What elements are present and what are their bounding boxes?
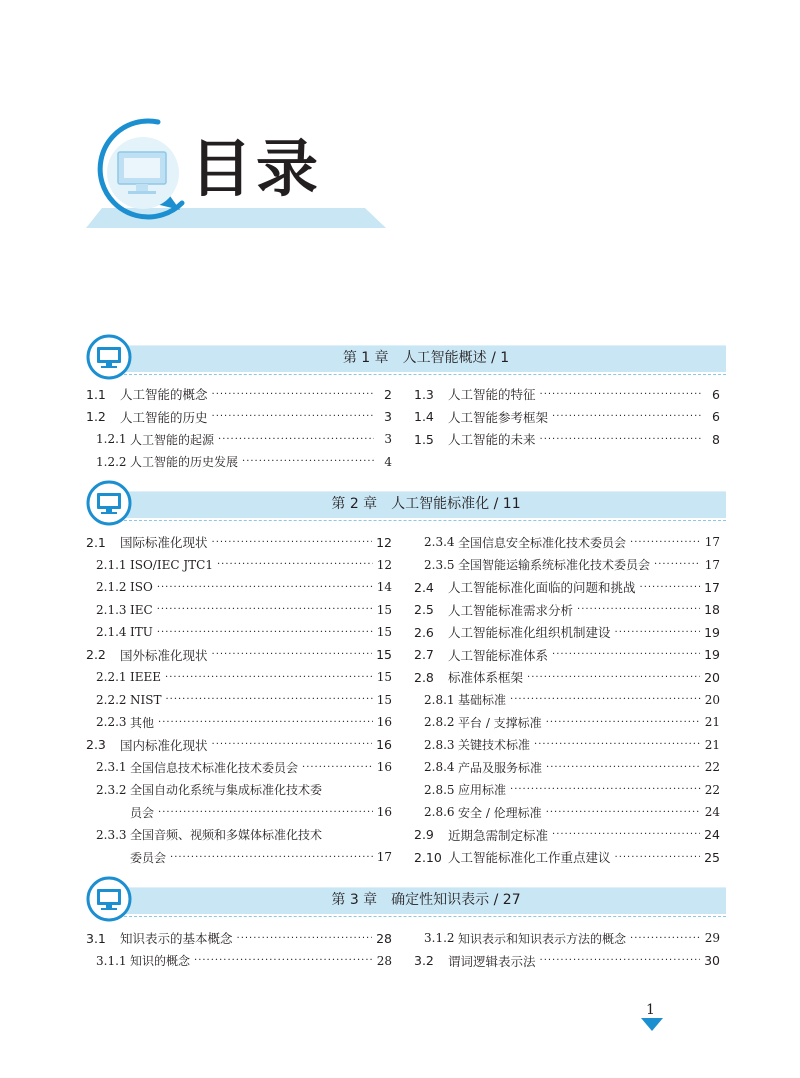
toc-entry-page: 20 [704, 669, 720, 685]
toc-entry-page: 15 [376, 625, 392, 640]
toc-entry-page: 6 [712, 386, 720, 402]
chapter-title: 第 2 章 人工智能标准化 / 11 [331, 496, 521, 512]
toc-entry[interactable] [414, 846, 720, 869]
toc-leader-dots [157, 604, 373, 615]
toc-entry-page: 22 [704, 760, 720, 775]
toc-entry-number: 1.4 [414, 409, 434, 425]
toc-entry-number: 2.1.1 [96, 557, 127, 572]
toc-entry-number: 1.2.1 [96, 432, 127, 447]
toc-entry-title: IEC [130, 602, 153, 617]
page-marker-icon [641, 1018, 663, 1032]
toc-entry-title: ITU [130, 625, 153, 640]
toc-entry-page: 4 [384, 454, 392, 469]
toc-entry[interactable] [414, 779, 720, 802]
toc-entry[interactable] [414, 406, 720, 429]
toc-leader-dots [157, 627, 373, 638]
toc-entry[interactable] [86, 428, 392, 451]
computer-base [128, 191, 156, 194]
toc-entry-number: 2.9 [414, 827, 434, 843]
toc-entry-title: 标准体系框架 [448, 670, 524, 686]
toc-entry-number: 2.8 [414, 669, 434, 685]
toc-leader-dots [630, 933, 701, 944]
toc-entry[interactable] [414, 756, 720, 779]
toc-entry[interactable] [414, 531, 720, 554]
toc-entry-title: 基础标准 [458, 693, 507, 708]
toc-entry-page: 16 [376, 760, 392, 775]
toc-leader-dots [158, 717, 373, 728]
toc-entry[interactable] [414, 576, 720, 599]
toc-leader-dots [552, 829, 700, 840]
page-number: 1 [646, 1002, 655, 1018]
toc-entry-number: 3.1.1 [96, 953, 127, 968]
toc-leader-dots [552, 649, 700, 660]
toc-entry[interactable] [86, 779, 392, 802]
page-title: 目录 [190, 132, 323, 205]
toc-entry-page: 17 [376, 850, 392, 865]
toc-entry-title: 人工智能的起源 [130, 432, 215, 447]
toc-leader-dots [212, 739, 373, 750]
toc-entry-number: 1.2.2 [96, 454, 127, 469]
toc-entry-title: 其他 [130, 715, 155, 730]
toc-entry-page: 2 [384, 386, 392, 402]
toc-leader-dots [212, 649, 373, 660]
toc-entry[interactable] [414, 383, 720, 406]
toc-entry-title: 人工智能的历史 [120, 409, 208, 425]
toc-entry[interactable] [86, 531, 392, 554]
toc-entry-title: ISO [130, 580, 153, 595]
toc-entry-page: 3 [384, 409, 392, 425]
toc-entry[interactable] [86, 824, 392, 847]
toc-entry-title: 关键技术标准 [458, 738, 531, 753]
toc-entry[interactable] [414, 824, 720, 847]
toc-entry-title: 人工智能标准化面临的问题和挑战 [448, 580, 636, 596]
chapter-2-header [86, 480, 726, 526]
toc-entry[interactable] [86, 950, 392, 973]
toc-leader-dots [158, 807, 373, 818]
toc-leader-dots [302, 762, 373, 773]
toc-leader-dots [212, 537, 373, 548]
toc-entry-page: 24 [704, 805, 720, 820]
toc-entry-number: 1.5 [414, 431, 434, 447]
toc-entry[interactable] [86, 927, 392, 950]
toc-entry[interactable] [414, 711, 720, 734]
toc-leader-dots [157, 582, 373, 593]
toc-entry-title: 知识表示的基本概念 [120, 931, 233, 947]
toc-entry[interactable] [86, 689, 392, 712]
toc-entry[interactable] [414, 428, 720, 451]
toc-entry-title: ISO/IEC JTC1 [130, 557, 213, 572]
toc-entry[interactable] [86, 801, 392, 824]
toc-leader-dots [534, 739, 701, 750]
toc-entry-page: 17 [704, 579, 720, 595]
toc-entry-number: 2.8.3 [424, 737, 455, 752]
toc-leader-dots [540, 434, 702, 445]
toc-entry-number: 2.3.5 [424, 557, 455, 572]
toc-entry-page: 21 [704, 737, 720, 752]
toc-entry-page: 16 [376, 805, 392, 820]
toc-entry-title: 应用标准 [458, 783, 507, 798]
toc-entry-number: 3.1.2 [424, 931, 455, 946]
toc-entry[interactable] [414, 644, 720, 667]
title-band [86, 208, 386, 228]
toc-entry-title: 全国信息技术标准化技术委员会 [130, 760, 299, 775]
toc-entry-title: 委员会 [130, 850, 167, 865]
toc-leader-dots [654, 559, 701, 570]
toc-entry-title: NIST [130, 692, 162, 707]
toc-entry-title: 人工智能的概念 [120, 387, 208, 403]
toc-entry-page: 21 [704, 715, 720, 730]
toc-entry[interactable] [414, 599, 720, 622]
toc-entry-title: 全国智能运输系统标准化技术委员会 [458, 558, 651, 573]
toc-entry[interactable] [86, 576, 392, 599]
toc-entry-title: 平台 / 支撑标准 [458, 715, 542, 730]
toc-entry-number: 1.2 [86, 409, 106, 425]
toc-entry-title: 人工智能参考框架 [448, 409, 549, 425]
toc-entry[interactable] [414, 554, 720, 577]
toc-entry-number: 2.1 [86, 534, 106, 550]
chapter-3-left-column [86, 927, 392, 972]
toc-entry-page: 12 [376, 557, 392, 572]
computer-stand [136, 184, 148, 191]
chapter-rule [114, 374, 726, 375]
toc-entry-title: 员会 [130, 805, 155, 820]
toc-entry-title: 知识表示和知识表示方法的概念 [458, 931, 627, 946]
toc-entry-title: 全国音频、视频和多媒体标准化技术 [130, 828, 323, 843]
toc-entry-number: 2.2.2 [96, 692, 127, 707]
toc-entry-title: 国际标准化现状 [120, 535, 208, 551]
toc-entry-title: 人工智能的未来 [448, 432, 536, 448]
chapter-rule [114, 916, 726, 917]
toc-entry-number: 2.5 [414, 602, 434, 618]
toc-entry[interactable] [86, 599, 392, 622]
chapter-3-header [86, 876, 726, 922]
toc-entry-number: 2.8.5 [424, 782, 455, 797]
toc-leader-dots [212, 389, 374, 400]
toc-entry-number: 2.8.4 [424, 760, 455, 775]
toc-entry-title: 人工智能标准化工作重点建议 [448, 850, 611, 866]
toc-entry[interactable] [86, 644, 392, 667]
toc-entry-page: 15 [376, 602, 392, 617]
toc-leader-dots [212, 411, 374, 422]
toc-entry[interactable] [414, 621, 720, 644]
toc-leader-dots [615, 852, 701, 863]
toc-entry[interactable] [86, 734, 392, 757]
toc-entry-title: 人工智能标准化组织机制建设 [448, 625, 611, 641]
toc-leader-dots [640, 582, 701, 593]
chapter-title: 第 3 章 确定性知识表示 / 27 [331, 892, 521, 908]
chapter-1-right-column [414, 383, 720, 451]
toc-leader-dots [218, 434, 374, 445]
toc-leader-dots [630, 537, 701, 548]
toc-entry-number: 3.2 [414, 953, 434, 969]
toc-entry-title: 全国信息安全标准化技术委员会 [458, 535, 627, 550]
toc-entry[interactable] [86, 451, 392, 474]
toc-leader-dots [546, 807, 701, 818]
toc-leader-dots [165, 694, 372, 705]
toc-leader-dots [577, 604, 700, 615]
toc-entry-page: 20 [704, 692, 720, 707]
toc-entry-number: 2.8.6 [424, 805, 455, 820]
toc-entry-page: 19 [704, 647, 720, 663]
toc-entry-page: 14 [376, 580, 392, 595]
toc-entry[interactable] [414, 666, 720, 689]
toc-entry-title: 人工智能标准需求分析 [448, 602, 574, 618]
toc-entry[interactable] [414, 927, 720, 950]
toc-entry-page: 16 [376, 715, 392, 730]
toc-entry-page: 30 [704, 953, 720, 969]
toc-entry-number: 2.7 [414, 647, 434, 663]
toc-leader-dots [510, 694, 701, 705]
toc-entry-title: 国内标准化现状 [120, 737, 208, 753]
toc-entry[interactable] [86, 621, 392, 644]
toc-entry-page: 28 [376, 953, 392, 968]
toc-leader-dots [540, 389, 702, 400]
toc-entry-title: 近期急需制定标准 [448, 827, 549, 843]
computer-screen-display [124, 158, 160, 178]
chapter-1-header [86, 334, 726, 380]
toc-entry-number: 1.3 [414, 386, 434, 402]
toc-entry[interactable] [86, 711, 392, 734]
toc-entry[interactable] [86, 406, 392, 429]
toc-entry-number: 2.10 [414, 849, 442, 865]
toc-entry-title: IEEE [130, 670, 162, 685]
toc-entry-title: 人工智能标准体系 [448, 647, 549, 663]
toc-entry-title: 全国自动化系统与集成标准化技术委 [130, 783, 323, 798]
toc-entry-page: 19 [704, 624, 720, 640]
title-decoration [0, 0, 800, 240]
toc-entry-page: 15 [376, 670, 392, 685]
toc-entry-number: 2.6 [414, 624, 434, 640]
toc-entry-number: 2.4 [414, 579, 434, 595]
toc-leader-dots [615, 627, 701, 638]
toc-leader-dots [194, 955, 373, 966]
toc-leader-dots [510, 784, 701, 795]
toc-entry-number: 2.3.3 [96, 827, 127, 842]
toc-entry-page: 8 [712, 431, 720, 447]
toc-entry-title: 产品及服务标准 [458, 760, 543, 775]
chapter-title: 第 1 章 人工智能概述 / 1 [342, 350, 510, 366]
toc-entry-number: 2.3 [86, 737, 106, 753]
toc-entry-title: 人工智能的特征 [448, 387, 536, 403]
toc-leader-dots [170, 852, 373, 863]
toc-leader-dots [242, 456, 374, 467]
toc-entry-page: 28 [376, 930, 392, 946]
toc-entry-number: 3.1 [86, 930, 106, 946]
toc-entry[interactable] [86, 383, 392, 406]
toc-entry-page: 6 [712, 409, 720, 425]
toc-entry-number: 2.8.2 [424, 715, 455, 730]
toc-leader-dots [546, 717, 701, 728]
toc-entry[interactable] [414, 689, 720, 712]
toc-leader-dots [237, 933, 373, 944]
chapter-2-left-column [86, 531, 392, 869]
toc-entry-page: 3 [384, 432, 392, 447]
toc-entry-number: 2.2 [86, 647, 106, 663]
toc-entry-page: 12 [376, 534, 392, 550]
toc-entry-number: 2.2.3 [96, 715, 127, 730]
toc-entry[interactable] [86, 846, 392, 869]
toc-entry-title: 安全 / 伦理标准 [458, 805, 542, 820]
toc-entry-page: 29 [704, 931, 720, 946]
toc-entry-number: 2.8.1 [424, 692, 455, 707]
toc-entry-number: 2.3.1 [96, 760, 127, 775]
toc-entry[interactable] [414, 801, 720, 824]
toc-entry-number: 1.1 [86, 386, 106, 402]
toc-entry-number: 2.1.2 [96, 580, 127, 595]
toc-entry[interactable] [86, 554, 392, 577]
toc-entry-page: 25 [704, 849, 720, 865]
toc-entry-page: 17 [704, 557, 720, 572]
toc-leader-dots [165, 672, 373, 683]
toc-entry-page: 24 [704, 827, 720, 843]
toc-entry-page: 18 [704, 602, 720, 618]
toc-entry-title: 知识的概念 [130, 954, 191, 969]
toc-entry-page: 15 [376, 647, 392, 663]
toc-entry-number: 2.3.2 [96, 782, 127, 797]
chapter-3-right-column [414, 927, 720, 972]
toc-entry-page: 15 [376, 692, 392, 707]
toc-entry-page: 22 [704, 782, 720, 797]
chapter-rule [114, 520, 726, 521]
toc-leader-dots [546, 762, 701, 773]
toc-leader-dots [217, 559, 373, 570]
toc-entry[interactable] [86, 756, 392, 779]
toc-entry-page: 16 [376, 737, 392, 753]
title-banner [0, 0, 800, 240]
toc-entry-title: 谓词逻辑表示法 [448, 953, 536, 969]
toc-leader-dots [552, 411, 702, 422]
toc-entry-number: 2.1.3 [96, 602, 127, 617]
toc-entry-number: 2.2.1 [96, 670, 127, 685]
toc-entry-number: 2.1.4 [96, 625, 127, 640]
toc-entry-title: 国外标准化现状 [120, 647, 208, 663]
toc-entry[interactable] [414, 950, 720, 973]
chapter-1-left-column [86, 383, 392, 473]
toc-leader-dots [540, 955, 701, 966]
toc-entry-page: 17 [704, 535, 720, 550]
toc-entry[interactable] [414, 734, 720, 757]
chapter-2-right-column [414, 531, 720, 869]
toc-entry[interactable] [86, 666, 392, 689]
toc-entry-number: 2.3.4 [424, 535, 455, 550]
toc-leader-dots [527, 672, 700, 683]
toc-entry-title: 人工智能的历史发展 [130, 455, 239, 470]
